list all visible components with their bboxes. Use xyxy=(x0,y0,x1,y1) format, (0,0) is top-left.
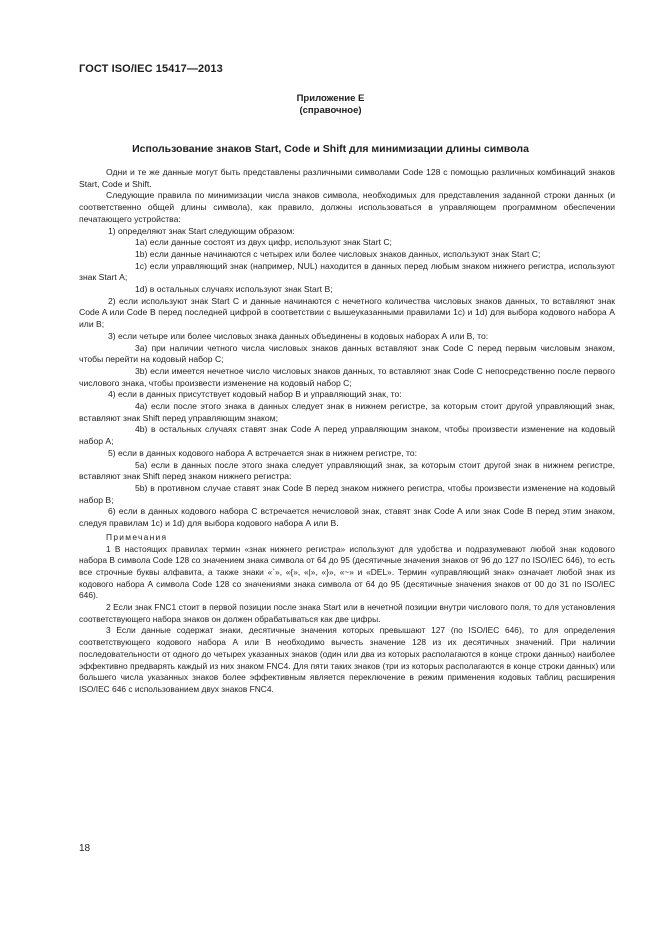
note-item: 3 Если данные содержат знаки, десятичные значения которых превышают 127 (по ISO/IEC 646), то для определения соответствующего кодового набора А или В необходимо вычесть значение 128 из их десятичных значений. При наличии последовательности от одного до четырех указанных знаков (один или два из которых располагаются в конце строки данных) наиболее эффективно предварять каждый из них знаком FNC4. Для пяти таких знаков (три из которых располагаются в конце строки данных) или большего числа указанных знаков более эффективным является переключение в режим применения кодовых таблиц расширения ISO/IEC 646 с использованием двух знаков FNC4. xyxy=(79,625,615,694)
notes-section xyxy=(79,532,615,696)
rule-subitem: 1b) если данные начинаются с четырех или более числовых знаков данных, используют знак Start C; xyxy=(135,248,541,259)
rule-subitem: 4а) если после этого знака в данных следует знак в нижнем регистре, за которым стоит другой управляющий знак, вставляют знак Shift перед управляющим знаком; xyxy=(79,401,615,423)
rule-item: 2) если используют знак Start C и данные начинаются с нечетного количества числовых знаков данных, то вставляют знак Code A или Code B перед последней цифрой в соответствии с вышеуказанными правилами 1с) и 1d) для выбора кодового набора А или В; xyxy=(79,295,615,330)
standard-header: ГОСТ ISO/IEC 15417—2013 xyxy=(79,63,223,75)
note-item: 1 В настоящих правилах термин «знак нижнего регистра» используют для удобства и подразумевают любой знак кодового набора В символа Code 128 со значением знака символа от 64 до 95 (десятичные значения знаков от 96 до 127 по ISO/IEC 646), то есть все строчные буквы алфавита, а также знаки «`», «{», «|», «}», «~» и «DEL». Термин «управляющий знак» означает любой знак из кодового набора А символа Code 128 со значениями знака символа от 64 до 95 (десятичные значения знаков от 00 до 31 по ISO/IEC 646). xyxy=(79,543,615,601)
page-number: 18 xyxy=(79,843,91,854)
rule-subitem: 1а) если данные состоят из двух цифр, используют знак Start C; xyxy=(135,237,392,248)
paragraph: Одни и те же данные могут быть представлены различными символами Code 128 с помощью различных комбинаций знаков Start, Code и Shift. xyxy=(79,167,615,189)
rule-subitem: 4b) в остальных случаях ставят знак Code A перед управляющим знаком, чтобы произвести изменение на кодовый набор А; xyxy=(79,424,615,447)
notes-heading: Примечания xyxy=(106,531,168,542)
paragraph: Следующие правила по минимизации числа знаков символа, необходимых для представления заданной строки данных (и соответственно общей длины символа), как правило, должны использоваться в управляющем программном обеспечении печатающего устройства: xyxy=(79,190,615,224)
rule-item: 3) если четыре или более числовых знака данных объединены в кодовых наборах А или В, то: xyxy=(108,330,489,341)
section-title: Использование знаков Start, Code и Shift для минимизации длины символа xyxy=(132,143,529,155)
rule-subitem: 5b) в противном случае ставят знак Code B перед знаком нижнего регистра, чтобы произвести изменение на кодовый набор В; xyxy=(79,482,615,505)
annex-label: Приложение Е xyxy=(296,93,365,104)
rule-item: 1) определяют знак Start следующим образом: xyxy=(108,225,295,236)
body-text xyxy=(79,167,615,696)
rule-subitem: 5а) если в данных после этого знака следует управляющий знак, за которым стоит другой знак в нижнем регистре, вставляют знак Shift перед знаком нижнего регистра: xyxy=(79,459,615,482)
rule-item: 4) если в данных присутствует кодовый набор В и управляющий знак, то: xyxy=(108,389,402,400)
annex-note: (справочное) xyxy=(299,105,362,116)
rule-subitem: 3а) при наличии четного числа числовых знаков данных вставляют знак Code C перед первым числовым знаком, чтобы перейти на кодовый набор С; xyxy=(79,342,615,365)
rule-subitem: 3b) если имеется нечетное число числовых знаков данных, то вставляют знак Code C непосредственно после первого числового знака, чтобы произвести изменение на кодовый набор С; xyxy=(79,365,615,388)
rule-subitem: 1d) в остальных случаях используют знак Start B; xyxy=(135,284,333,295)
rule-item: 5) если в данных кодового набора А встречается знак в нижнем регистре, то: xyxy=(108,447,417,458)
note-item: 2 Если знак FNC1 стоит в первой позиции после знака Start или в нечетной позиции внутри числового поля, то для установления соответствующего набора знаков он должен обрабатываться как две цифры. xyxy=(79,602,615,624)
rule-item: 6) если в данных кодового набора С встречается нечисловой знак, ставят знак Code A или знак Code B перед этим знаком, следуя правилам 1с) и 1d) для выбора кодового набора А или В. xyxy=(79,506,615,529)
annex-heading xyxy=(0,93,661,117)
rule-subitem: 1с) если управляющий знак (например, NUL) находится в данных перед любым знаком нижнего регистра, используют знак Start А; xyxy=(79,260,615,283)
